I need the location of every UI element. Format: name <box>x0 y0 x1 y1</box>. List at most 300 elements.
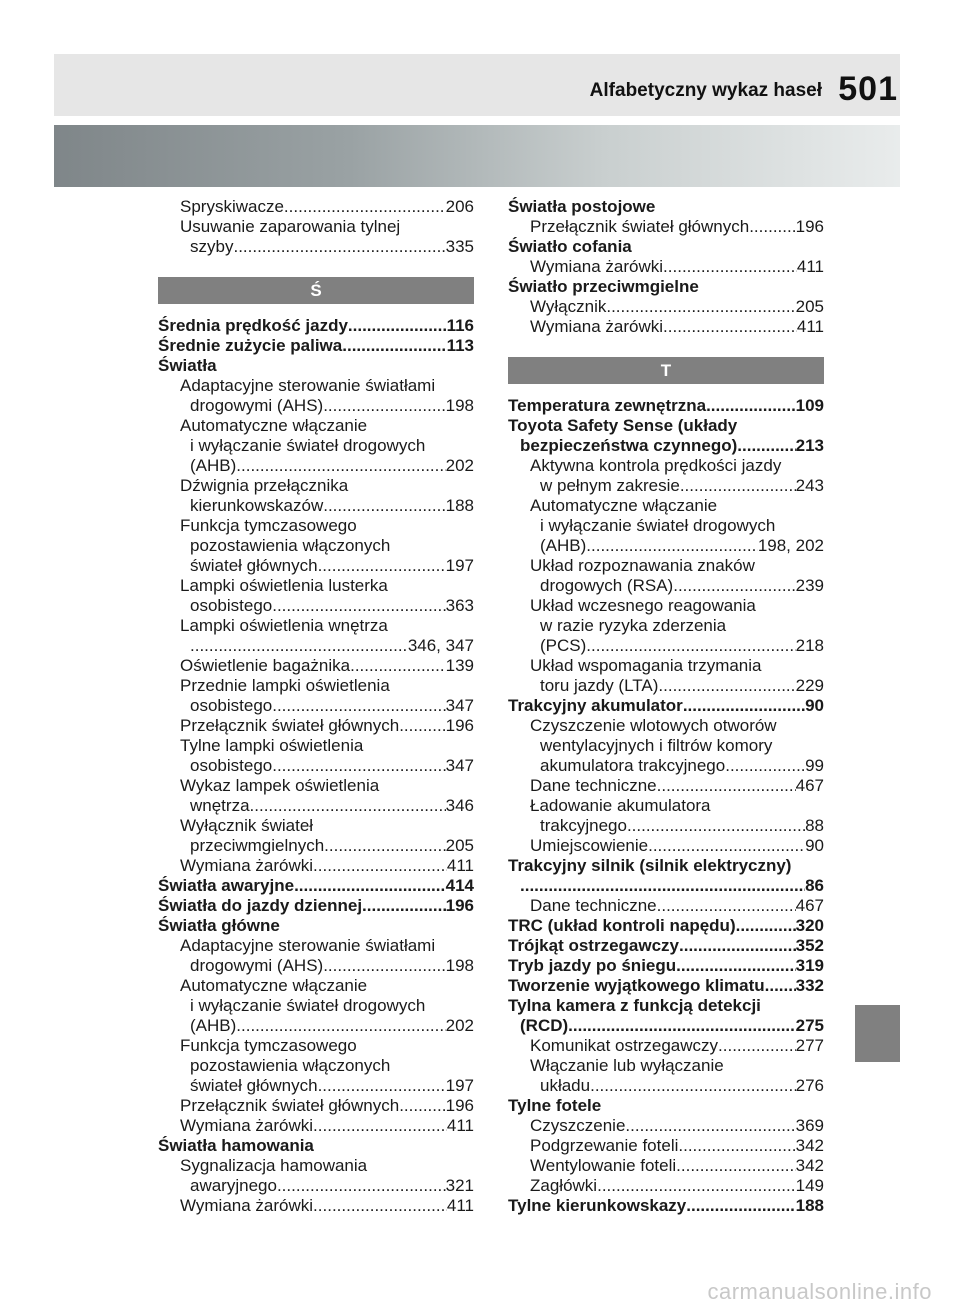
leader-dots <box>749 217 795 237</box>
entry-text: drogowych (RSA) <box>540 576 674 595</box>
entry-page: 363 <box>445 596 474 615</box>
entry-text: Czyszczenie <box>530 1116 626 1135</box>
entry-text: Funkcja tymczasowego <box>180 1036 357 1055</box>
entry-page: 196 <box>445 716 474 735</box>
index-entry <box>158 336 474 356</box>
entry-text: Wykaz lampek oświetlenia <box>180 776 380 795</box>
leader-dots <box>676 956 795 976</box>
entry-text: świateł głównych <box>190 1076 318 1095</box>
index-entry <box>158 1136 474 1156</box>
index-entry <box>158 636 474 656</box>
index-entry <box>508 516 824 536</box>
index-entry <box>158 237 474 257</box>
index-entry <box>508 456 824 476</box>
leader-dots <box>736 916 796 936</box>
entry-text: Wymiana żarówki <box>180 1196 314 1215</box>
index-entry <box>158 436 474 456</box>
index-entry <box>158 936 474 956</box>
leader-dots <box>313 1116 447 1136</box>
index-entry <box>508 237 824 257</box>
entry-text: Średnia prędkość jazdy <box>158 316 348 335</box>
entry-text: Włączanie lub wyłączanie <box>530 1056 724 1075</box>
index-entry <box>158 836 474 856</box>
entry-text: Wyłącznik świateł <box>180 816 314 835</box>
index-entry <box>158 876 474 896</box>
section-header-s: Ś <box>158 277 474 304</box>
entry-page: 197 <box>445 1076 474 1095</box>
decorative-band <box>54 125 900 187</box>
leader-dots <box>568 1016 795 1036</box>
leader-dots <box>520 876 805 896</box>
entry-text: Tylne fotele <box>508 1096 602 1115</box>
entry-text: Światła awaryjne <box>158 876 295 895</box>
leader-dots <box>679 936 796 956</box>
entry-page: 90 <box>805 696 824 715</box>
leader-dots <box>676 1156 795 1176</box>
entry-page: 229 <box>795 676 824 695</box>
index-entry <box>508 916 824 936</box>
entry-page: 369 <box>795 1116 824 1135</box>
index-entry <box>158 1116 474 1136</box>
page-header-title: Alfabetyczny wykaz haseł <box>589 80 822 101</box>
entry-page: 99 <box>805 756 824 775</box>
entry-page: 198 <box>445 956 474 975</box>
index-entry <box>158 1096 474 1116</box>
entry-text: Wymiana żarówki <box>530 317 664 336</box>
leader-dots <box>683 696 805 716</box>
left-top-entries <box>158 197 474 257</box>
entry-text: osobistego <box>190 596 273 615</box>
entry-text: Wymiana żarówki <box>180 1116 314 1135</box>
entry-page: 411 <box>446 1196 474 1215</box>
leader-dots <box>323 496 445 516</box>
leader-dots <box>294 876 446 896</box>
entry-text: Przełącznik świateł głównych <box>530 217 750 236</box>
entry-page: 196 <box>445 1096 474 1115</box>
entry-text: wnętrza <box>190 796 250 815</box>
index-entry <box>508 277 824 297</box>
entry-page: 109 <box>795 396 824 415</box>
index-column-left <box>158 197 474 1216</box>
index-entry <box>508 1096 824 1116</box>
index-entry <box>508 496 824 516</box>
entry-text: Tylne kierunkowskazy <box>508 1196 687 1215</box>
leader-dots <box>272 696 445 716</box>
entry-text: drogowymi (AHS) <box>190 396 324 415</box>
entry-text: Adaptacyjne sterowanie światłami <box>180 936 436 955</box>
watermark: carmanualsonline.info <box>707 1279 932 1304</box>
entry-text: Trakcyjny silnik (silnik elektryczny) <box>508 856 792 875</box>
entry-page: 411 <box>446 856 474 875</box>
entry-page: 411 <box>796 317 824 336</box>
entry-page: 342 <box>795 1156 824 1175</box>
entry-text: Lampki oświetlenia lusterka <box>180 576 388 595</box>
entry-page: 90 <box>805 836 824 855</box>
leader-dots <box>657 896 796 916</box>
entry-text: trakcyjnego <box>540 816 627 835</box>
entry-text: Czyszczenie wlotowych otworów <box>530 716 777 735</box>
leader-dots <box>765 976 796 996</box>
entry-page: 411 <box>446 1116 474 1135</box>
entry-page: 213 <box>795 436 824 455</box>
entry-page: 188 <box>795 1196 824 1215</box>
entry-text: Spryskiwacze <box>180 197 284 216</box>
entry-text: Umiejscowienie <box>530 836 649 855</box>
leader-dots <box>586 536 758 556</box>
index-entry <box>508 816 824 836</box>
index-entry <box>158 476 474 496</box>
index-entry <box>158 556 474 576</box>
entry-text: akumulatora trakcyjnego <box>540 756 726 775</box>
leader-dots <box>318 1076 446 1096</box>
entry-page: 277 <box>795 1036 824 1055</box>
entry-text: Funkcja tymczasowego <box>180 516 357 535</box>
entry-text: (PCS) <box>540 636 587 655</box>
index-entry <box>158 316 474 336</box>
index-entry <box>158 496 474 516</box>
entry-text: pozostawienia włączonych <box>190 536 391 555</box>
entry-page: 218 <box>795 636 824 655</box>
leader-dots <box>725 756 805 776</box>
index-entry <box>158 756 474 776</box>
entry-text: Światła postojowe <box>508 197 656 216</box>
entry-text: osobistego <box>190 756 273 775</box>
index-entry <box>158 576 474 596</box>
entry-page: 414 <box>445 876 474 895</box>
index-column-right <box>508 197 824 1216</box>
index-entry <box>158 1156 474 1176</box>
leader-dots <box>236 1016 445 1036</box>
index-entry <box>158 1196 474 1216</box>
entry-text: Układ wczesnego reagowania <box>530 596 756 615</box>
index-entry <box>158 976 474 996</box>
entry-text: Podgrzewanie foteli <box>530 1136 679 1155</box>
leader-dots <box>737 436 795 456</box>
entry-text: Dane techniczne <box>530 896 657 915</box>
entry-page: 346, 347 <box>407 636 474 655</box>
leader-dots <box>233 237 445 257</box>
index-entry <box>158 596 474 616</box>
left-section-entries <box>158 316 474 1216</box>
entry-page: 149 <box>795 1176 824 1195</box>
leader-dots <box>324 836 445 856</box>
index-entry <box>508 1076 824 1096</box>
index-entry <box>508 796 824 816</box>
entry-text: szyby <box>190 237 234 256</box>
entry-page: 205 <box>445 836 474 855</box>
index-entry <box>508 257 824 277</box>
index-entry <box>508 876 824 896</box>
entry-text: i wyłączanie świateł drogowych <box>540 516 776 535</box>
index-entry <box>158 376 474 396</box>
entry-text: (RCD) <box>520 1016 569 1035</box>
leader-dots <box>350 656 446 676</box>
leader-dots <box>663 257 797 277</box>
right-section-entries <box>508 396 824 1216</box>
right-top-entries <box>508 197 824 337</box>
index-entry <box>508 836 824 856</box>
entry-text: Tryb jazdy po śniegu <box>508 956 677 975</box>
entry-page: 275 <box>795 1016 824 1035</box>
leader-dots <box>678 1136 795 1156</box>
index-entry <box>508 996 824 1016</box>
leader-dots <box>718 1036 796 1056</box>
entry-text: Światła główne <box>158 916 280 935</box>
entry-page: 197 <box>445 556 474 575</box>
leader-dots <box>399 716 445 736</box>
index-entry <box>158 396 474 416</box>
leader-dots <box>250 796 446 816</box>
leader-dots <box>399 1096 445 1116</box>
index-entry <box>508 976 824 996</box>
entry-text: Dane techniczne <box>530 776 657 795</box>
entry-page: 346 <box>445 796 474 815</box>
index-entry <box>508 596 824 616</box>
index-entry <box>508 556 824 576</box>
entry-text: toru jazdy (LTA) <box>540 676 659 695</box>
index-entry <box>158 676 474 696</box>
entry-text: Automatyczne włączanie <box>530 496 718 515</box>
entry-text: (AHB) <box>190 1016 237 1035</box>
entry-text: kierunkowskazów <box>190 496 324 515</box>
entry-text: Tworzenie wyjątkowego klimatu <box>508 976 765 995</box>
entry-text: wentylacyjnych i filtrów komory <box>540 736 773 755</box>
index-entry <box>508 716 824 736</box>
leader-dots <box>673 576 795 596</box>
index-entry <box>508 1196 824 1216</box>
entry-page: 319 <box>795 956 824 975</box>
entry-text: bezpieczeństwa czynnego) <box>520 436 738 455</box>
index-entry <box>158 1056 474 1076</box>
entry-page: 467 <box>795 896 824 915</box>
entry-text: TRC (układ kontroli napędu) <box>508 916 736 935</box>
entry-text: Wyłącznik <box>530 297 607 316</box>
leader-dots <box>284 197 446 217</box>
entry-text: Ładowanie akumulatora <box>530 796 711 815</box>
leader-dots <box>313 856 447 876</box>
entry-page: 113 <box>446 336 474 355</box>
entry-text: Toyota Safety Sense (układy <box>508 416 738 435</box>
entry-text: i wyłączanie świateł drogowych <box>190 996 426 1015</box>
entry-text: Trójkąt ostrzegawczy <box>508 936 680 955</box>
entry-page: 188 <box>445 496 474 515</box>
leader-dots <box>663 317 797 337</box>
index-entry <box>508 416 824 436</box>
entry-text: w pełnym zakresie <box>540 476 680 495</box>
index-entry <box>508 1036 824 1056</box>
index-entry <box>158 916 474 936</box>
entry-text: Światła hamowania <box>158 1136 314 1155</box>
entry-text: Temperatura zewnętrzna <box>508 396 707 415</box>
index-entry <box>508 1176 824 1196</box>
entry-page: 202 <box>445 456 474 475</box>
entry-text: pozostawienia włączonych <box>190 1056 391 1075</box>
index-entry <box>158 776 474 796</box>
entry-page: 352 <box>795 936 824 955</box>
entry-text: układu <box>540 1076 591 1095</box>
index-entry <box>158 217 474 237</box>
entry-text: Światła do jazdy dziennej <box>158 896 363 915</box>
index-entry <box>158 1076 474 1096</box>
entry-page: 320 <box>795 916 824 935</box>
index-entry <box>158 656 474 676</box>
leader-dots <box>190 636 408 656</box>
entry-text: przeciwmgielnych <box>190 836 325 855</box>
index-entry <box>158 1036 474 1056</box>
index-entry <box>158 856 474 876</box>
index-entry <box>508 1116 824 1136</box>
leader-dots <box>342 336 446 356</box>
index-entry <box>508 616 824 636</box>
entry-text: Przednie lampki oświetlenia <box>180 676 390 695</box>
entry-page: 198, 202 <box>757 536 824 555</box>
entry-text: Wentylowanie foteli <box>530 1156 677 1175</box>
leader-dots <box>648 836 805 856</box>
entry-page: 332 <box>795 976 824 995</box>
index-entry <box>158 716 474 736</box>
entry-page: 202 <box>445 1016 474 1035</box>
leader-dots <box>313 1196 447 1216</box>
entry-page: 196 <box>445 896 474 915</box>
index-entry <box>508 576 824 596</box>
entry-text: Oświetlenie bagażnika <box>180 656 351 675</box>
index-entry <box>508 856 824 876</box>
entry-page: 347 <box>445 756 474 775</box>
leader-dots <box>586 636 795 656</box>
index-entry <box>508 756 824 776</box>
index-entry <box>508 676 824 696</box>
leader-dots <box>658 676 795 696</box>
entry-page: 276 <box>795 1076 824 1095</box>
entry-text: Automatyczne włączanie <box>180 976 368 995</box>
entry-text: Światło przeciwmgielne <box>508 277 699 296</box>
entry-text: świateł głównych <box>190 556 318 575</box>
leader-dots <box>606 297 795 317</box>
index-entry <box>158 1016 474 1036</box>
index-entry <box>508 396 824 416</box>
index-entry <box>158 536 474 556</box>
entry-text: Średnie zużycie paliwa <box>158 336 343 355</box>
entry-text: drogowymi (AHS) <box>190 956 324 975</box>
entry-text: Przełącznik świateł głównych <box>180 716 400 735</box>
entry-text: Usuwanie zaparowania tylnej <box>180 217 401 236</box>
entry-text: Aktywna kontrola prędkości jazdy <box>530 456 782 475</box>
entry-page: 86 <box>805 876 824 895</box>
entry-page: 335 <box>445 237 474 256</box>
entry-page: 467 <box>795 776 824 795</box>
index-entry <box>158 416 474 436</box>
entry-page: 342 <box>795 1136 824 1155</box>
entry-text: Przełącznik świateł głównych <box>180 1096 400 1115</box>
index-entry <box>508 1136 824 1156</box>
leader-dots <box>323 956 445 976</box>
entry-text: awaryjnego <box>190 1176 277 1195</box>
index-entry <box>158 516 474 536</box>
entry-text: Trakcyjny akumulator <box>508 696 683 715</box>
leader-dots <box>277 1176 446 1196</box>
entry-text: Sygnalizacja hamowania <box>180 1156 368 1175</box>
index-entry <box>508 1156 824 1176</box>
leader-dots <box>657 776 796 796</box>
entry-text: Wymiana żarówki <box>530 257 664 276</box>
entry-page: 347 <box>445 696 474 715</box>
index-entry <box>158 616 474 636</box>
leader-dots <box>706 396 796 416</box>
leader-dots <box>686 1196 795 1216</box>
index-entry <box>508 656 824 676</box>
leader-dots <box>362 896 446 916</box>
index-entry <box>158 996 474 1016</box>
entry-text: Układ wspomagania trzymania <box>530 656 762 675</box>
index-entry <box>508 536 824 556</box>
leader-dots <box>590 1076 796 1096</box>
entry-page: 321 <box>445 1176 474 1195</box>
index-entry <box>158 896 474 916</box>
leader-dots <box>597 1176 796 1196</box>
index-entry <box>508 436 824 456</box>
index-entry <box>508 476 824 496</box>
entry-text: Wymiana żarówki <box>180 856 314 875</box>
entry-page: 205 <box>795 297 824 316</box>
section-header-t: T <box>508 357 824 384</box>
entry-page: 239 <box>795 576 824 595</box>
entry-page: 411 <box>796 257 824 276</box>
leader-dots <box>318 556 446 576</box>
index-entry <box>508 896 824 916</box>
entry-page: 198 <box>445 396 474 415</box>
index-entry <box>158 1176 474 1196</box>
index-entry <box>158 197 474 217</box>
index-entry <box>158 456 474 476</box>
index-entry <box>508 297 824 317</box>
entry-text: Dźwignia przełącznika <box>180 476 349 495</box>
index-entry <box>158 736 474 756</box>
entry-text: Automatyczne włączanie <box>180 416 368 435</box>
leader-dots <box>627 816 805 836</box>
index-entry <box>508 197 824 217</box>
index-entry <box>508 956 824 976</box>
entry-page: 206 <box>445 197 474 216</box>
entry-page: 139 <box>445 656 474 675</box>
index-entry <box>508 776 824 796</box>
entry-page: 243 <box>795 476 824 495</box>
entry-text: Tylne lampki oświetlenia <box>180 736 364 755</box>
index-entry <box>508 217 824 237</box>
index-entry <box>158 816 474 836</box>
chapter-tab <box>855 1005 900 1062</box>
leader-dots <box>348 316 447 336</box>
entry-page: 116 <box>446 316 474 335</box>
index-entry <box>508 736 824 756</box>
index-entry <box>508 636 824 656</box>
index-entry <box>508 1056 824 1076</box>
entry-text: Zagłówki <box>530 1176 598 1195</box>
entry-text: Lampki oświetlenia wnętrza <box>180 616 388 635</box>
entry-text: Światła <box>158 356 217 375</box>
entry-page: 196 <box>795 217 824 236</box>
leader-dots <box>323 396 445 416</box>
leader-dots <box>236 456 445 476</box>
leader-dots <box>272 756 445 776</box>
entry-text: (AHB) <box>190 456 237 475</box>
index-entry <box>158 796 474 816</box>
leader-dots <box>625 1116 795 1136</box>
index-entry <box>158 956 474 976</box>
entry-text: i wyłączanie świateł drogowych <box>190 436 426 455</box>
index-entry <box>158 696 474 716</box>
index-entry <box>158 356 474 376</box>
entry-text: Światło cofania <box>508 237 632 256</box>
